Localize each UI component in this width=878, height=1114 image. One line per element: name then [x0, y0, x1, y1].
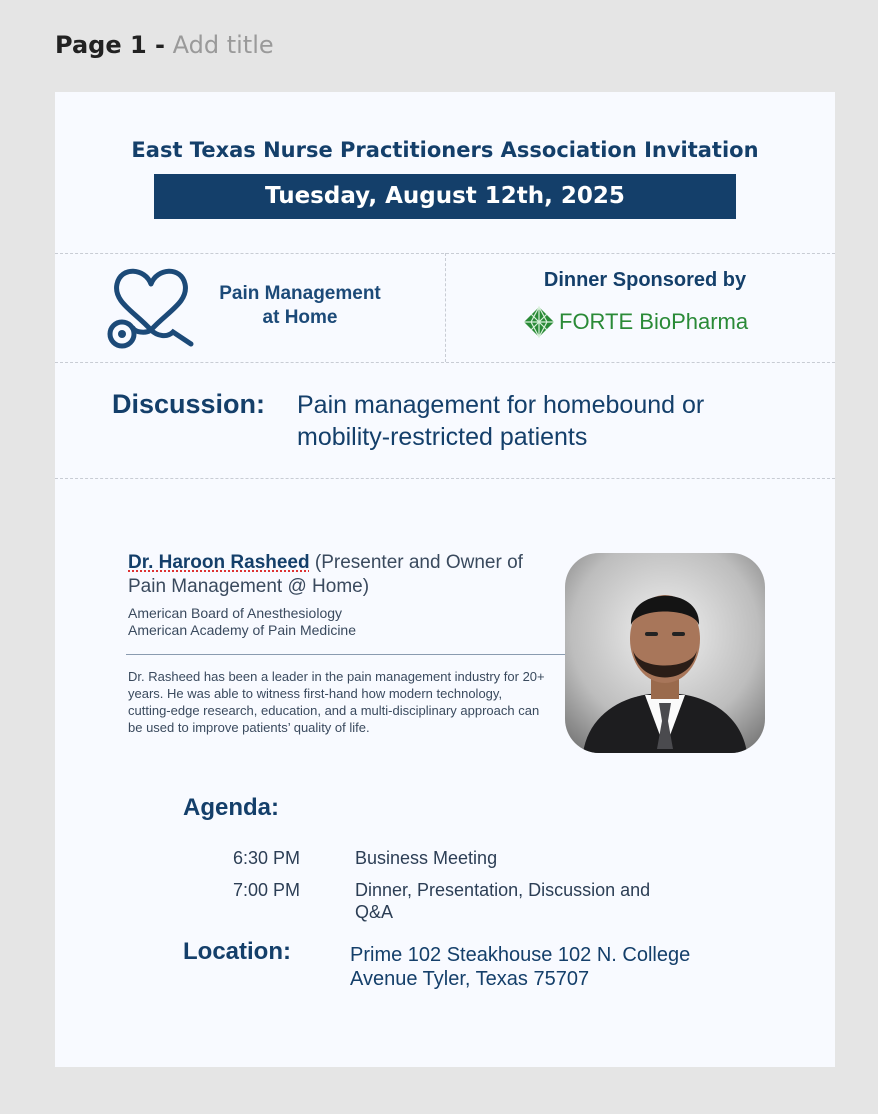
page-number-label: Page 1 -	[55, 31, 165, 59]
discussion-label: Discussion:	[112, 389, 266, 419]
forte-diamond-icon	[523, 306, 555, 338]
heart-stethoscope-icon	[105, 262, 197, 352]
invitation-page	[55, 92, 835, 1067]
column-divider	[445, 253, 446, 362]
logo-line-2: at Home	[262, 307, 338, 328]
presenter-name: Dr. Haroon Rasheed	[128, 552, 310, 573]
section-divider	[55, 362, 835, 363]
sponsor-name: FORTE BioPharma	[559, 309, 749, 334]
presenter-bio: Dr. Rasheed has been a leader in the pain management industry for 20+ years. He was able to witness first-hand how modern technology, cutting-edge research, education, and a multi-disciplinary approach can be used to improve patients’ quality of life.	[128, 669, 545, 735]
page-title-input[interactable]: Add title	[172, 31, 274, 59]
agenda-time: 7:00 PM	[232, 880, 300, 900]
discussion-text: Pain management for homebound or mobility-restricted patients	[297, 391, 705, 451]
agenda-time: 6:30 PM	[232, 848, 300, 868]
presenter-photo	[565, 553, 765, 753]
credential-item: American Board of Anesthesiology	[128, 605, 343, 621]
presenter-portrait-image	[565, 553, 765, 753]
logo-text	[205, 282, 395, 330]
invitation-title: East Texas Nurse Practitioners Association Invitation	[131, 138, 759, 162]
presenter-heading	[128, 551, 548, 599]
section-divider	[55, 478, 835, 479]
event-date-banner: Tuesday, August 12th, 2025	[154, 174, 736, 219]
sponsor-label: Dinner Sponsored by	[543, 269, 747, 291]
logo-line-1: Pain Management	[219, 283, 381, 304]
agenda-description: Business Meeting	[355, 848, 498, 868]
agenda-label: Agenda:	[183, 794, 279, 821]
agenda-description: Dinner, Presentation, Discussion and Q&A	[355, 880, 651, 922]
page-header	[55, 30, 274, 60]
location-label: Location:	[183, 938, 291, 965]
presenter-role: (Presenter and Owner of Pain Management @ Home)	[128, 552, 523, 597]
location-address: Prime 102 Steakhouse 102 N. College Avenue Tyler, Texas 75707	[350, 944, 691, 990]
credential-item: American Academy of Pain Medicine	[128, 622, 356, 638]
presenter-divider	[126, 654, 566, 655]
presenter-credentials	[128, 605, 548, 639]
